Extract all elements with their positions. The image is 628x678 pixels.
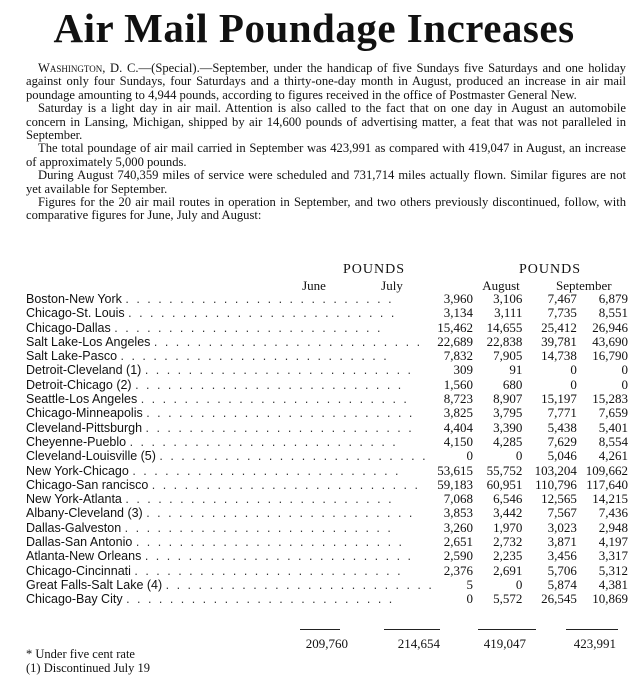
table-row — [26, 392, 628, 406]
cell-june: 7,832 — [443, 348, 474, 364]
cell-august: 103,204 — [534, 462, 577, 478]
cell-july: 3,442 — [493, 505, 523, 521]
cell-september: 4,381 — [598, 576, 628, 592]
route-name: Dallas-Galveston — [26, 520, 122, 535]
route-name: Albany-Cleveland (3) — [26, 506, 143, 521]
route-cell — [26, 492, 434, 506]
route-name: Boston-New York — [26, 292, 122, 306]
cell-june: 3,960 — [443, 291, 474, 306]
cell-august: 26,545 — [541, 591, 577, 607]
cell-july: 2,732 — [493, 534, 523, 550]
route-poundage-table — [26, 292, 628, 607]
dot-leader: . . . . . . . . . . . . . . . . . . . . . . . . . — [146, 506, 415, 521]
route-name: Atlanta-New Orleans — [26, 549, 142, 564]
cell-july: 3,795 — [493, 405, 523, 421]
cell-august: 7,567 — [547, 505, 577, 521]
paragraph-3: The total poundage of air mail carried in September was 423,991 as compared with 419,047 in August, an increase of approximately 5,000 pounds. — [26, 141, 626, 169]
route-cell — [26, 449, 434, 463]
table-row — [26, 464, 628, 478]
cell-july: 14,655 — [486, 319, 523, 335]
cell-june: 3,260 — [443, 519, 474, 535]
cell-august: 5,046 — [547, 448, 577, 464]
pounds-group-label-2: POUNDS — [519, 262, 582, 277]
dot-leader: . . . . . . . . . . . . . . . . . . . . . . . . . — [120, 349, 389, 364]
cell-june: 53,615 — [437, 462, 474, 478]
cell-september: 10,869 — [592, 591, 628, 607]
route-cell — [26, 392, 434, 406]
route-name: Chicago-San rancisco — [26, 477, 149, 492]
cell-july: 0 — [515, 576, 523, 592]
cell-august: 7,629 — [547, 433, 577, 449]
route-cell — [26, 521, 434, 535]
cell-august: 0 — [570, 362, 577, 378]
cell-june: 59,183 — [437, 476, 474, 492]
route-name: Cleveland-Pittsburgh — [26, 420, 143, 435]
total-rule-august — [478, 629, 536, 630]
dot-leader: . . . . . . . . . . . . . . . . . . . . . . . . . — [132, 463, 401, 478]
dateline: Washington, D. C. — [38, 61, 139, 75]
route-name: Dallas-San Antonio — [26, 535, 133, 550]
table-row — [26, 564, 628, 578]
table-row — [26, 335, 628, 349]
dot-leader: . . . . . . . . . . . . . . . . . . . . . . . . . — [134, 563, 403, 578]
paragraph-1-text: —(Special).—September, under the handicap of five Sundays five Saturdays and one holiday against only four Sundays, four Saturdays and a thirty-one-day month in August, produced an increase in air mail poundage amounting to 4,944 pounds, according to figures received in the office of Postmaster General New. — [26, 61, 626, 102]
route-name: Detroit-Cleveland (1) — [26, 363, 142, 378]
route-name: Great Falls-Salt Lake (4) — [26, 577, 163, 592]
paragraph-1 — [26, 62, 626, 102]
cell-august: 110,796 — [535, 476, 577, 492]
table-row — [26, 549, 628, 563]
route-cell — [26, 335, 434, 349]
route-name: Cheyenne-Pueblo — [26, 434, 127, 449]
cell-august: 3,023 — [547, 519, 577, 535]
cell-august: 7,467 — [547, 291, 577, 306]
dot-leader: . . . . . . . . . . . . . . . . . . . . . . . . . — [125, 292, 394, 306]
cell-september: 6,879 — [598, 291, 628, 306]
cell-june: 15,462 — [437, 319, 474, 335]
paragraph-4: During August 740,359 miles of service were scheduled and 731,714 miles actually flown. Similar figures are not yet available for September. — [26, 168, 626, 196]
dot-leader: . . . . . . . . . . . . . . . . . . . . . . . . . — [114, 320, 383, 335]
route-cell — [26, 321, 434, 335]
table-row — [26, 363, 628, 377]
dot-leader: . . . . . . . . . . . . . . . . . . . . . . . . . — [140, 392, 409, 407]
dot-leader: . . . . . . . . . . . . . . . . . . . . . . . . . — [124, 520, 393, 535]
column-header-august: August — [482, 278, 520, 293]
cell-september: 109,662 — [585, 462, 628, 478]
table-row — [26, 378, 628, 392]
route-cell — [26, 349, 434, 363]
cell-june: 1,560 — [443, 376, 474, 392]
table-row — [26, 306, 628, 320]
cell-september: 2,948 — [598, 519, 628, 535]
cell-june: 2,651 — [443, 534, 474, 550]
route-name: Chicago-Bay City — [26, 592, 123, 607]
footnote-under-five-cent: * Under five cent rate — [26, 647, 135, 661]
cell-august: 14,738 — [541, 348, 577, 364]
dot-leader: . . . . . . . . . . . . . . . . . . . . . . . . . — [125, 492, 394, 507]
cell-july: 3,390 — [493, 419, 523, 435]
cell-june: 0 — [466, 591, 474, 607]
cell-september: 0 — [621, 362, 628, 378]
route-name: Chicago-Minneapolis — [26, 406, 143, 421]
cell-july: 6,546 — [493, 491, 523, 507]
cell-august: 5,438 — [547, 419, 577, 435]
cell-september: 7,436 — [598, 505, 628, 521]
cell-september: 43,690 — [592, 333, 628, 349]
headline: Air Mail Poundage Increases — [53, 5, 575, 51]
table-row — [26, 292, 628, 306]
cell-september: 0 — [621, 376, 628, 392]
dot-leader: . . . . . . . . . . . . . . . . . . . . . . . . . — [151, 477, 420, 492]
route-name: Salt Lake-Pasco — [26, 349, 118, 364]
cell-september: 8,554 — [598, 433, 628, 449]
cell-july: 3,111 — [494, 305, 523, 321]
cell-june: 22,689 — [437, 333, 474, 349]
route-name: Chicago-Cincinnati — [26, 563, 131, 578]
table-row — [26, 478, 628, 492]
cell-august: 3,871 — [547, 534, 577, 550]
route-cell — [26, 506, 434, 520]
cell-july: 2,235 — [493, 548, 523, 564]
route-name: Chicago-St. Louis — [26, 306, 125, 321]
route-cell — [26, 464, 434, 478]
route-cell — [26, 478, 434, 492]
cell-june: 7,068 — [443, 491, 474, 507]
dot-leader: . . . . . . . . . . . . . . . . . . . . . . . . . — [159, 449, 428, 464]
dot-leader: . . . . . . . . . . . . . . . . . . . . . . . . . — [153, 334, 423, 349]
route-cell — [26, 592, 434, 606]
cell-june: 3,134 — [443, 305, 474, 321]
cell-september: 15,283 — [592, 391, 628, 407]
dot-leader: . . . . . . . . . . . . . . . . . . . . . . . . . — [145, 420, 414, 435]
cell-august: 39,781 — [541, 333, 577, 349]
route-name: Cleveland-Louisville (5) — [26, 449, 156, 464]
dot-leader: . . . . . . . . . . . . . . . . . . . . . . . . . — [165, 577, 434, 592]
cell-august: 5,706 — [547, 562, 577, 578]
dot-leader: . . . . . . . . . . . . . . . . . . . . . . . . . — [135, 535, 404, 550]
table-row — [26, 492, 628, 506]
cell-july: 8,907 — [493, 391, 523, 407]
total-rule-june — [300, 629, 340, 630]
route-cell — [26, 549, 434, 563]
cell-june: 309 — [453, 362, 474, 378]
cell-july: 91 — [509, 362, 523, 378]
table-row — [26, 321, 628, 335]
route-cell — [26, 306, 434, 320]
cell-june: 4,150 — [443, 433, 474, 449]
cell-august: 12,565 — [541, 491, 577, 507]
total-june: 209,760 — [305, 636, 348, 651]
cell-june: 3,825 — [443, 405, 474, 421]
cell-june: 0 — [466, 448, 474, 464]
cell-july: 7,905 — [493, 348, 523, 364]
pounds-group-label-1: POUNDS — [343, 262, 406, 277]
route-cell — [26, 421, 434, 435]
cell-july: 60,951 — [486, 476, 523, 492]
total-august: 419,047 — [483, 636, 526, 651]
cell-september: 26,946 — [592, 319, 628, 335]
cell-august: 15,197 — [541, 391, 577, 407]
cell-september: 14,215 — [592, 491, 628, 507]
cell-september: 4,197 — [598, 534, 628, 550]
footnote-discontinued-july-19: (1) Discontinued July 19 — [26, 661, 150, 675]
column-header-september: September — [556, 278, 612, 293]
cell-august: 0 — [570, 376, 577, 392]
cell-august: 5,874 — [547, 576, 577, 592]
cell-september: 3,317 — [598, 548, 628, 564]
total-july: 214,654 — [397, 636, 440, 651]
dot-leader: . . . . . . . . . . . . . . . . . . . . . . . . . — [128, 306, 397, 321]
route-name: Chicago-Dallas — [26, 320, 111, 335]
dot-leader: . . . . . . . . . . . . . . . . . . . . . . . . . — [135, 377, 404, 392]
table-row — [26, 435, 628, 449]
route-cell — [26, 578, 434, 592]
table-row — [26, 449, 628, 463]
cell-july: 5,572 — [493, 591, 523, 607]
cell-june: 5 — [466, 576, 474, 592]
cell-june: 4,404 — [443, 419, 474, 435]
dot-leader: . . . . . . . . . . . . . . . . . . . . . . . . . — [144, 363, 413, 378]
dot-leader: . . . . . . . . . . . . . . . . . . . . . . . . . — [129, 434, 398, 449]
cell-september: 8,551 — [598, 305, 628, 321]
route-cell — [26, 363, 434, 377]
cell-september: 4,261 — [598, 448, 628, 464]
route-cell — [26, 292, 434, 306]
cell-august: 7,735 — [547, 305, 577, 321]
footnotes — [26, 647, 150, 675]
route-cell — [26, 535, 434, 549]
dot-leader: . . . . . . . . . . . . . . . . . . . . . . . . . — [126, 592, 395, 607]
cell-july: 0 — [515, 448, 523, 464]
table-row — [26, 506, 628, 520]
route-name: New York-Atlanta — [26, 492, 122, 507]
cell-june: 3,853 — [443, 505, 474, 521]
cell-september: 7,659 — [598, 405, 628, 421]
dot-leader: . . . . . . . . . . . . . . . . . . . . . . . . . — [144, 549, 413, 564]
table-row — [26, 535, 628, 549]
route-cell — [26, 435, 434, 449]
cell-july: 2,691 — [493, 562, 523, 578]
cell-september: 5,401 — [598, 419, 628, 435]
cell-august: 3,456 — [547, 548, 577, 564]
paragraph-2: Saturday is a light day in air mail. Attention is also called to the fact that on one day in August an automobile concern in Lansing, Michigan, shipped by air 14,600 pounds of advertising matter, a feat that was not paralleled in September. — [26, 101, 626, 143]
dot-leader: . . . . . . . . . . . . . . . . . . . . . . . . . — [146, 406, 415, 421]
table-row — [26, 349, 628, 363]
route-name: Salt Lake-Los Angeles — [26, 334, 151, 349]
column-header-july: July — [381, 278, 403, 293]
cell-july: 1,970 — [493, 519, 523, 535]
cell-july: 55,752 — [486, 462, 523, 478]
cell-september: 117,640 — [586, 476, 628, 492]
total-rule-july — [384, 629, 440, 630]
article-body — [26, 62, 626, 223]
paragraph-5: Figures for the 20 air mail routes in operation in September, and two others previously discontinued, follow, with comparative figures for June, July and August: — [26, 195, 626, 223]
table-row — [26, 592, 628, 606]
cell-july: 3,106 — [493, 291, 523, 306]
table-row — [26, 406, 628, 420]
table-row — [26, 421, 628, 435]
route-name: Seattle-Los Angeles — [26, 392, 138, 407]
table-row — [26, 578, 628, 592]
route-name: Detroit-Chicago (2) — [26, 377, 132, 392]
cell-june: 2,590 — [443, 548, 474, 564]
cell-july: 22,838 — [486, 333, 523, 349]
cell-september: 5,312 — [598, 562, 628, 578]
route-name: New York-Chicago — [26, 463, 129, 478]
cell-august: 25,412 — [541, 319, 577, 335]
cell-august: 7,771 — [547, 405, 577, 421]
route-cell — [26, 378, 434, 392]
column-header-june: June — [302, 278, 326, 293]
cell-june: 8,723 — [443, 391, 474, 407]
cell-september: 16,790 — [592, 348, 628, 364]
cell-july: 4,285 — [493, 433, 523, 449]
table-row — [26, 521, 628, 535]
cell-july: 680 — [502, 376, 523, 392]
cell-june: 2,376 — [443, 562, 474, 578]
route-cell — [26, 564, 434, 578]
total-september: 423,991 — [573, 636, 616, 651]
total-rule-september — [566, 629, 618, 630]
route-cell — [26, 406, 434, 420]
